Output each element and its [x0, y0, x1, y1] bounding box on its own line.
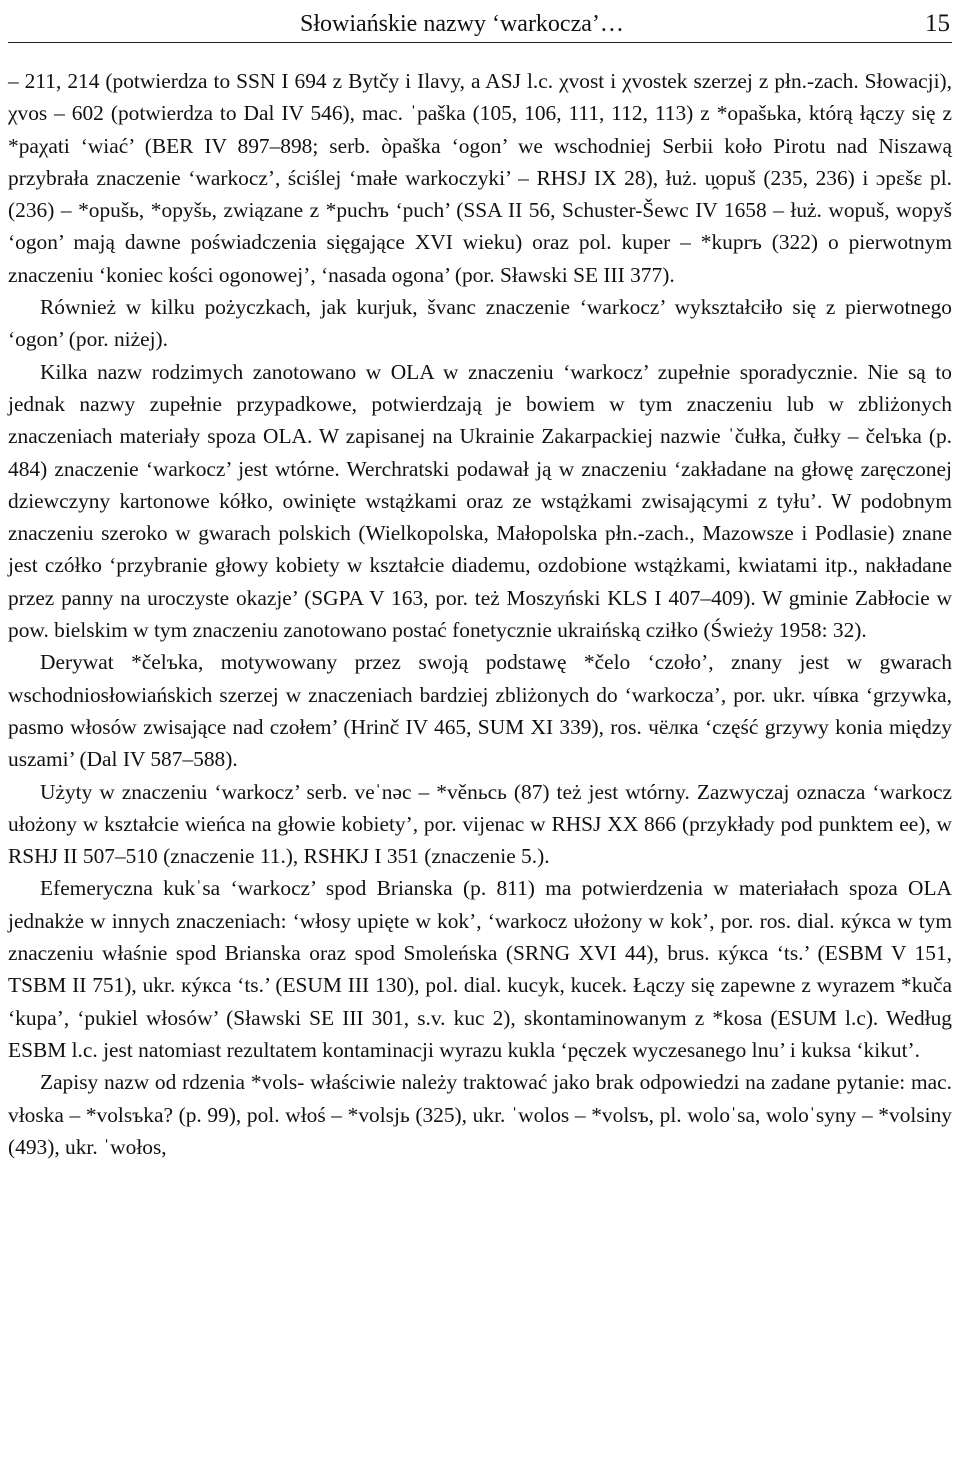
running-title: Słowiańskie nazwy ‘warkocza’…	[300, 11, 624, 37]
paragraph: Kilka nazw rodzimych zanotowano w OLA w znaczeniu ‘warkocz’ zupełnie sporadycznie. Nie są to jednak nazwy zupełnie przypadkowe, potwierdzają je bowiem w tym znaczeniu lub w zbliżonych znaczeniach materiały spoza OLA. W zapisanej na Ukrainie Zakarpackiej nazwie ˈčułka, čułky – čelъka (p. 484) znaczenie ‘warkocz’ jest wtórne. Werchratski podawał ją w znaczeniu ‘zakładane na głowę zaręczonej dziewczyny kartonowe kółko, owinięte wstążkami oraz ze wstążkami zwisającymi z tyłu’. W podobnym znaczeniu szeroko w gwarach polskich (Wielkopolska, Małopolska płn.-zach., Mazowsze i Podlasie) znane jest czółko ‘przybranie głowy kobiety w kształcie diademu, ozdobione wstążkami, kwiatami itp., nakładane przez panny na uroczyste okazje’ (SGPA V 163, por. też Moszyński KLS I 407–409). W gminie Zabłocie w pow. bielskim w tym znaczeniu zanotowano postać fonetycznie ukraińską cziłko (Świeży 1958: 32).	[8, 359, 952, 643]
paragraph: Użyty w znaczeniu ‘warkocz’ serb. veˈnəc – *věnьcь (87) też jest wtórny. Zazwyczaj oznacza ‘warkocz ułożony w kształcie wieńca na głowie kobiety’, por. vijenac w RHSJ XX 866 (przykłady pod punktem ee), w RSHJ II 507–510 (znaczenie 11.), RSHKJ I 351 (znaczenie 5.).	[8, 779, 952, 869]
paragraph: Efemeryczna kukˈsa ‘warkocz’ spod Brianska (p. 811) ma potwierdzenia w materiałach spoza OLA jednakże w innych znaczeniach: ‘włosy upięte w kok’, ‘warkocz ułożony w kok’, por. ros. dial. кýкса w tym znaczeniu właśnie spod Brianska oraz spod Smoleńska (SRNG XVI 44), brus. кýкса ‘ts.’ (ESBM V 151, TSBM II 751), ukr. кýкса ‘ts.’ (ESUM III 130), pol. dial. kucyk, kucek. Łączy się zapewne z wyrazem *kuča ‘kupa’, ‘pukiel włosów’ (Sławski SE III 301, s.v. kuc 2), skontaminowanym z *kosa (ESUM l.c). Według ESBM l.c. jest natomiast rezultatem kontaminacji wyrazu kukla ‘pęczek wyczesanego lnu’ i kuksa ‘kikut’.	[8, 876, 952, 1062]
paragraph: Zapisy nazw od rdzenia *vols- właściwie należy traktować jako brak odpowiedzi na zadane pytanie: mac. vłoska – *volsъka? (p. 99), pol. włoś – *volsjь (325), ukr. ˈwolos – *volsъ, pl. woloˈsa, woloˈsyny – *volsiny (493), ukr. ˈwołos,	[8, 1070, 952, 1159]
body-text	[8, 65, 952, 1163]
paragraph: Również w kilku pożyczkach, jak kurjuk, švanc znaczenie ‘warkocz’ wykształciło się z pierwotnego ‘ogon’ (por. niżej).	[8, 295, 952, 352]
paragraph: Derywat *čelъka, motywowany przez swoją podstawę *čelo ‘czoło’, znany jest w gwarach wschodniosłowiańskich szerzej w znaczeniach bardziej zbliżonych do ‘warkocza’, por. ukr. чíвка ‘grzywka, pasmo włosów zwisające nad czołem’ (Hrinč IV 465, SUM XI 339), ros. чёлка ‘część grzywy konia między uszami’ (Dal IV 587–588).	[8, 650, 952, 772]
page-number: 15	[925, 10, 950, 37]
page-header	[8, 0, 952, 43]
paragraph: – 211, 214 (potwierdza to SSN I 694 z Bytčy i Ilavy, a ASJ l.c. χvost i χvostek szerzej z płn.-zach. Słowacji), χvos – 602 (potwierdza to Dal IV 546), mac. ˈpaška (105, 106, 111, 112, 113) z *opašьka, którą łączy się z *paχati ‘wiać’ (BER IV 897–898; serb. òpaška ‘ogon’ we wschodniej Serbii koło Pirotu nad Niszawą przybrała znaczenie ‘warkocz’, ściślej ‘małe warkoczyki’ – RHSJ IX 28), łuż. u̯opuš (235, 236) i ɔpɛšɛ pl. (236) – *opušь, *opyšь, związane z *puchъ ‘puch’ (SSA II 56, Schuster-Šewc IV 1658 – łuż. wopuš, wopyš ‘ogon’ mają dawne poświadczenia sięgające XVI wieku) oraz pol. kuper – *kuprъ (322) o pierwotnym znaczeniu ‘koniec kości ogonowej’, ‘nasada ogona’ (por. Sławski SE III 377).	[8, 69, 952, 287]
